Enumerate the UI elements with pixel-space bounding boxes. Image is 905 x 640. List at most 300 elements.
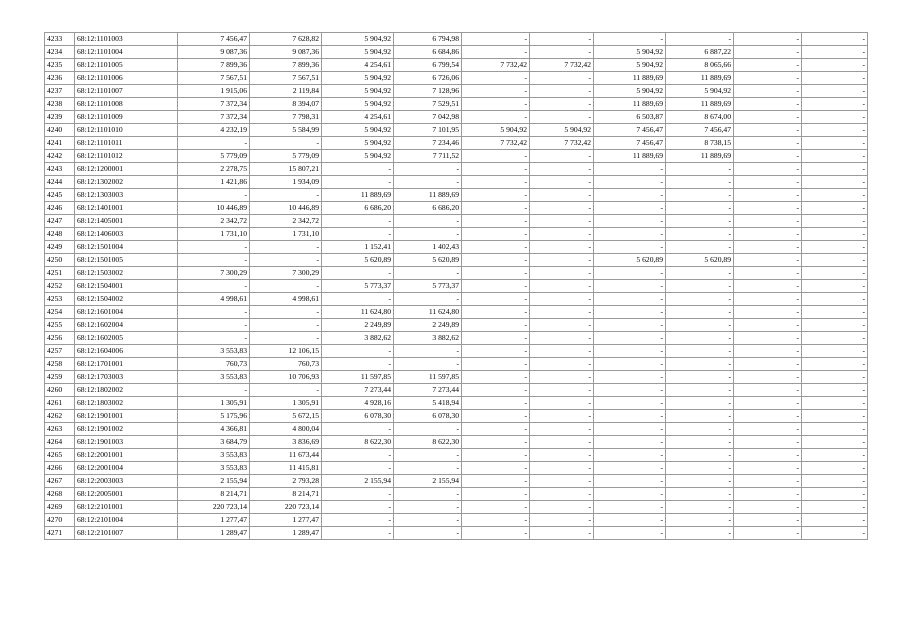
- value-cell: -: [530, 423, 594, 436]
- value-cell: -: [462, 332, 530, 345]
- cadastral-code-cell: 68:12:2101001: [75, 501, 178, 514]
- value-cell: 7 567,51: [250, 72, 322, 85]
- value-cell: 2 155,94: [394, 475, 462, 488]
- value-cell: -: [594, 371, 666, 384]
- value-cell: 5 904,92: [666, 85, 734, 98]
- value-cell: -: [666, 436, 734, 449]
- table-row: [45, 267, 868, 280]
- cadastral-code-cell: 68:12:2001004: [75, 462, 178, 475]
- value-cell: -: [734, 46, 802, 59]
- cadastral-code-cell: 68:12:1302002: [75, 176, 178, 189]
- value-cell: -: [322, 228, 394, 241]
- value-cell: 4 254,61: [322, 111, 394, 124]
- value-cell: -: [462, 371, 530, 384]
- value-cell: -: [734, 267, 802, 280]
- row-number-cell: 4237: [45, 85, 75, 98]
- value-cell: -: [734, 228, 802, 241]
- value-cell: 1 305,91: [250, 397, 322, 410]
- row-number-cell: 4246: [45, 202, 75, 215]
- value-cell: 1 277,47: [178, 514, 250, 527]
- value-cell: -: [594, 501, 666, 514]
- value-cell: 1 731,10: [250, 228, 322, 241]
- table-row: [45, 163, 868, 176]
- value-cell: 8 738,15: [666, 137, 734, 150]
- value-cell: 1 934,09: [250, 176, 322, 189]
- value-cell: -: [802, 111, 868, 124]
- value-cell: 1 402,43: [394, 241, 462, 254]
- row-number-cell: 4271: [45, 527, 75, 540]
- value-cell: -: [462, 189, 530, 202]
- cadastral-code-cell: 68:12:1405001: [75, 215, 178, 228]
- value-cell: 7 732,42: [530, 59, 594, 72]
- value-cell: 11 673,44: [250, 449, 322, 462]
- value-cell: -: [530, 358, 594, 371]
- value-cell: 7 732,42: [530, 137, 594, 150]
- table-row: [45, 150, 868, 163]
- table-row: [45, 111, 868, 124]
- value-cell: -: [802, 280, 868, 293]
- value-cell: -: [594, 384, 666, 397]
- value-cell: -: [666, 384, 734, 397]
- value-cell: -: [394, 358, 462, 371]
- cadastral-code-cell: 68:12:1101006: [75, 72, 178, 85]
- value-cell: -: [250, 241, 322, 254]
- value-cell: -: [462, 267, 530, 280]
- value-cell: 15 807,21: [250, 163, 322, 176]
- value-cell: 4 998,61: [178, 293, 250, 306]
- value-cell: 3 684,79: [178, 436, 250, 449]
- value-cell: -: [802, 384, 868, 397]
- cadastral-code-cell: 68:12:1101007: [75, 85, 178, 98]
- row-number-cell: 4239: [45, 111, 75, 124]
- table-row: [45, 423, 868, 436]
- value-cell: 7 101,95: [394, 124, 462, 137]
- value-cell: -: [734, 514, 802, 527]
- value-cell: -: [462, 241, 530, 254]
- value-cell: 760,73: [250, 358, 322, 371]
- value-cell: -: [530, 410, 594, 423]
- value-cell: 6 799,54: [394, 59, 462, 72]
- value-cell: 5 904,92: [322, 85, 394, 98]
- row-number-cell: 4266: [45, 462, 75, 475]
- value-cell: 10 706,93: [250, 371, 322, 384]
- value-cell: -: [462, 254, 530, 267]
- value-cell: 3 882,62: [322, 332, 394, 345]
- row-number-cell: 4242: [45, 150, 75, 163]
- value-cell: -: [802, 150, 868, 163]
- cadastral-code-cell: 68:12:1701001: [75, 358, 178, 371]
- cadastral-code-cell: 68:12:1504002: [75, 293, 178, 306]
- value-cell: -: [530, 33, 594, 46]
- value-cell: -: [594, 33, 666, 46]
- value-cell: 2 342,72: [178, 215, 250, 228]
- value-cell: 3 553,83: [178, 371, 250, 384]
- value-cell: 10 446,89: [250, 202, 322, 215]
- value-cell: -: [530, 475, 594, 488]
- value-cell: -: [530, 72, 594, 85]
- value-cell: 10 446,89: [178, 202, 250, 215]
- table-row: [45, 371, 868, 384]
- value-cell: 4 998,61: [250, 293, 322, 306]
- value-cell: 3 882,62: [394, 332, 462, 345]
- value-cell: -: [394, 215, 462, 228]
- value-cell: 7 234,46: [394, 137, 462, 150]
- value-cell: -: [462, 150, 530, 163]
- value-cell: -: [802, 501, 868, 514]
- cadastral-code-cell: 68:12:1101012: [75, 150, 178, 163]
- table-row: [45, 189, 868, 202]
- value-cell: -: [394, 423, 462, 436]
- value-cell: 11 889,69: [666, 98, 734, 111]
- row-number-cell: 4268: [45, 488, 75, 501]
- value-cell: -: [734, 306, 802, 319]
- value-cell: -: [462, 319, 530, 332]
- value-cell: 1 421,86: [178, 176, 250, 189]
- value-cell: 7 042,98: [394, 111, 462, 124]
- cadastral-code-cell: 68:12:1101004: [75, 46, 178, 59]
- value-cell: 7 899,36: [178, 59, 250, 72]
- row-number-cell: 4243: [45, 163, 75, 176]
- value-cell: 2 155,94: [178, 475, 250, 488]
- cadastral-code-cell: 68:12:1601004: [75, 306, 178, 319]
- value-cell: -: [734, 436, 802, 449]
- value-cell: -: [250, 137, 322, 150]
- value-cell: 8 674,00: [666, 111, 734, 124]
- row-number-cell: 4234: [45, 46, 75, 59]
- value-cell: -: [530, 306, 594, 319]
- cadastral-code-cell: 68:12:1303003: [75, 189, 178, 202]
- row-number-cell: 4269: [45, 501, 75, 514]
- value-cell: -: [462, 501, 530, 514]
- value-cell: -: [734, 111, 802, 124]
- value-cell: -: [462, 449, 530, 462]
- table-row: [45, 514, 868, 527]
- value-cell: -: [666, 462, 734, 475]
- value-cell: -: [802, 514, 868, 527]
- value-cell: -: [462, 33, 530, 46]
- row-number-cell: 4251: [45, 267, 75, 280]
- value-cell: 5 620,89: [594, 254, 666, 267]
- value-cell: 7 732,42: [462, 137, 530, 150]
- table-row: [45, 397, 868, 410]
- cadastral-code-cell: 68:12:1604006: [75, 345, 178, 358]
- value-cell: 5 904,92: [594, 59, 666, 72]
- value-cell: -: [802, 332, 868, 345]
- value-cell: -: [462, 85, 530, 98]
- row-number-cell: 4236: [45, 72, 75, 85]
- value-cell: -: [530, 202, 594, 215]
- value-cell: 11 624,80: [322, 306, 394, 319]
- value-cell: -: [734, 59, 802, 72]
- value-cell: 7 456,47: [594, 137, 666, 150]
- value-cell: -: [734, 293, 802, 306]
- value-cell: -: [734, 488, 802, 501]
- value-cell: 11 889,69: [666, 72, 734, 85]
- value-cell: 5 584,99: [250, 124, 322, 137]
- value-cell: -: [594, 436, 666, 449]
- cadastral-code-cell: 68:12:1901002: [75, 423, 178, 436]
- value-cell: -: [734, 319, 802, 332]
- value-cell: -: [530, 371, 594, 384]
- value-cell: 1 152,41: [322, 241, 394, 254]
- value-cell: -: [178, 254, 250, 267]
- row-number-cell: 4238: [45, 98, 75, 111]
- value-cell: -: [594, 319, 666, 332]
- value-cell: 7 372,34: [178, 111, 250, 124]
- value-cell: -: [666, 267, 734, 280]
- value-cell: -: [462, 475, 530, 488]
- value-cell: -: [734, 124, 802, 137]
- table-row: [45, 475, 868, 488]
- value-cell: -: [802, 124, 868, 137]
- value-cell: -: [530, 189, 594, 202]
- table-row: [45, 254, 868, 267]
- cadastral-code-cell: 68:12:1406003: [75, 228, 178, 241]
- value-cell: -: [594, 397, 666, 410]
- value-cell: -: [178, 241, 250, 254]
- value-cell: -: [802, 59, 868, 72]
- row-number-cell: 4261: [45, 397, 75, 410]
- value-cell: -: [462, 358, 530, 371]
- value-cell: 5 620,89: [394, 254, 462, 267]
- cadastral-code-cell: 68:12:2003003: [75, 475, 178, 488]
- value-cell: -: [530, 241, 594, 254]
- value-cell: -: [530, 267, 594, 280]
- value-cell: -: [530, 163, 594, 176]
- table-row: [45, 319, 868, 332]
- value-cell: -: [734, 202, 802, 215]
- value-cell: -: [802, 358, 868, 371]
- row-number-cell: 4259: [45, 371, 75, 384]
- table-row: [45, 436, 868, 449]
- value-cell: -: [802, 410, 868, 423]
- value-cell: 8 065,66: [666, 59, 734, 72]
- value-cell: -: [594, 410, 666, 423]
- value-cell: -: [666, 397, 734, 410]
- value-cell: 4 254,61: [322, 59, 394, 72]
- value-cell: -: [594, 228, 666, 241]
- table-row: [45, 384, 868, 397]
- value-cell: -: [462, 397, 530, 410]
- table-row: [45, 46, 868, 59]
- value-cell: -: [530, 215, 594, 228]
- value-cell: -: [666, 345, 734, 358]
- table-row: [45, 98, 868, 111]
- value-cell: 11 597,85: [394, 371, 462, 384]
- value-cell: -: [250, 189, 322, 202]
- value-cell: -: [734, 501, 802, 514]
- value-cell: -: [802, 85, 868, 98]
- value-cell: -: [530, 462, 594, 475]
- value-cell: 6 503,87: [594, 111, 666, 124]
- value-cell: -: [594, 267, 666, 280]
- cadastral-code-cell: 68:12:1101009: [75, 111, 178, 124]
- value-cell: -: [594, 163, 666, 176]
- value-cell: 8 214,71: [178, 488, 250, 501]
- value-cell: -: [462, 488, 530, 501]
- value-cell: 1 731,10: [178, 228, 250, 241]
- value-cell: -: [394, 501, 462, 514]
- value-cell: -: [530, 150, 594, 163]
- value-cell: -: [322, 163, 394, 176]
- cadastral-code-cell: 68:12:1602005: [75, 332, 178, 345]
- value-cell: -: [666, 202, 734, 215]
- row-number-cell: 4247: [45, 215, 75, 228]
- value-cell: 7 711,52: [394, 150, 462, 163]
- value-cell: -: [734, 150, 802, 163]
- value-cell: -: [462, 306, 530, 319]
- value-cell: -: [734, 345, 802, 358]
- value-cell: 4 928,16: [322, 397, 394, 410]
- value-cell: 9 087,36: [178, 46, 250, 59]
- value-cell: -: [594, 293, 666, 306]
- value-cell: -: [802, 475, 868, 488]
- value-cell: -: [178, 384, 250, 397]
- value-cell: -: [802, 137, 868, 150]
- value-cell: 5 904,92: [594, 85, 666, 98]
- value-cell: -: [802, 215, 868, 228]
- table-row: [45, 488, 868, 501]
- value-cell: -: [734, 72, 802, 85]
- value-cell: -: [802, 202, 868, 215]
- value-cell: -: [394, 293, 462, 306]
- value-cell: 11 597,85: [322, 371, 394, 384]
- value-cell: 7 128,96: [394, 85, 462, 98]
- value-cell: -: [462, 228, 530, 241]
- value-cell: -: [802, 488, 868, 501]
- value-cell: 4 800,04: [250, 423, 322, 436]
- value-cell: 5 904,92: [322, 124, 394, 137]
- value-cell: -: [462, 176, 530, 189]
- value-cell: -: [666, 176, 734, 189]
- value-cell: 2 155,94: [322, 475, 394, 488]
- table-row: [45, 449, 868, 462]
- row-number-cell: 4255: [45, 319, 75, 332]
- row-number-cell: 4240: [45, 124, 75, 137]
- value-cell: -: [734, 241, 802, 254]
- row-number-cell: 4264: [45, 436, 75, 449]
- value-cell: -: [462, 436, 530, 449]
- value-cell: -: [594, 423, 666, 436]
- value-cell: -: [530, 98, 594, 111]
- value-cell: -: [802, 176, 868, 189]
- value-cell: -: [802, 98, 868, 111]
- value-cell: -: [462, 111, 530, 124]
- value-cell: -: [734, 371, 802, 384]
- value-cell: 5 904,92: [594, 46, 666, 59]
- value-cell: -: [666, 306, 734, 319]
- value-cell: -: [322, 293, 394, 306]
- value-cell: -: [530, 488, 594, 501]
- value-cell: -: [666, 33, 734, 46]
- value-cell: 760,73: [178, 358, 250, 371]
- value-cell: -: [178, 319, 250, 332]
- value-cell: 6 794,98: [394, 33, 462, 46]
- row-number-cell: 4265: [45, 449, 75, 462]
- value-cell: 7 456,47: [666, 124, 734, 137]
- value-cell: 6 684,86: [394, 46, 462, 59]
- value-cell: -: [462, 527, 530, 540]
- cadastral-code-cell: 68:12:1101010: [75, 124, 178, 137]
- value-cell: -: [666, 215, 734, 228]
- value-cell: 11 889,69: [594, 72, 666, 85]
- value-cell: -: [594, 306, 666, 319]
- value-cell: -: [394, 449, 462, 462]
- value-cell: -: [734, 423, 802, 436]
- value-cell: -: [530, 332, 594, 345]
- value-cell: -: [462, 345, 530, 358]
- value-cell: 220 723,14: [178, 501, 250, 514]
- value-cell: -: [594, 488, 666, 501]
- row-number-cell: 4248: [45, 228, 75, 241]
- value-cell: -: [394, 267, 462, 280]
- value-cell: 5 904,92: [462, 124, 530, 137]
- value-cell: -: [666, 410, 734, 423]
- value-cell: 5 904,92: [322, 137, 394, 150]
- cadastral-code-cell: 68:12:1802002: [75, 384, 178, 397]
- value-cell: -: [394, 488, 462, 501]
- table-row: [45, 137, 868, 150]
- table-row: [45, 215, 868, 228]
- cadastral-code-cell: 68:12:1101011: [75, 137, 178, 150]
- row-number-cell: 4233: [45, 33, 75, 46]
- value-cell: -: [802, 241, 868, 254]
- value-cell: -: [802, 449, 868, 462]
- value-cell: -: [178, 280, 250, 293]
- value-cell: -: [322, 423, 394, 436]
- value-cell: 7 300,29: [250, 267, 322, 280]
- table-row: [45, 33, 868, 46]
- value-cell: -: [530, 228, 594, 241]
- table-row: [45, 306, 868, 319]
- table-body: [45, 33, 868, 540]
- value-cell: 2 249,89: [394, 319, 462, 332]
- value-cell: -: [250, 306, 322, 319]
- value-cell: 7 567,51: [178, 72, 250, 85]
- table-row: [45, 124, 868, 137]
- value-cell: -: [666, 163, 734, 176]
- value-cell: 7 529,51: [394, 98, 462, 111]
- value-cell: -: [530, 85, 594, 98]
- value-cell: -: [530, 280, 594, 293]
- value-cell: -: [666, 423, 734, 436]
- value-cell: -: [734, 215, 802, 228]
- value-cell: -: [594, 345, 666, 358]
- value-cell: -: [734, 85, 802, 98]
- value-cell: 6 686,20: [322, 202, 394, 215]
- value-cell: 11 889,69: [394, 189, 462, 202]
- value-cell: 2 119,84: [250, 85, 322, 98]
- value-cell: 5 904,92: [322, 33, 394, 46]
- value-cell: -: [802, 319, 868, 332]
- value-cell: -: [734, 397, 802, 410]
- value-cell: -: [734, 33, 802, 46]
- value-cell: -: [178, 137, 250, 150]
- cadastral-code-cell: 68:12:1501004: [75, 241, 178, 254]
- value-cell: -: [802, 527, 868, 540]
- row-number-cell: 4249: [45, 241, 75, 254]
- value-cell: -: [666, 332, 734, 345]
- value-cell: 220 723,14: [250, 501, 322, 514]
- value-cell: -: [530, 384, 594, 397]
- value-cell: 7 456,47: [178, 33, 250, 46]
- value-cell: 5 904,92: [322, 98, 394, 111]
- row-number-cell: 4258: [45, 358, 75, 371]
- value-cell: -: [178, 306, 250, 319]
- value-cell: 11 415,81: [250, 462, 322, 475]
- value-cell: -: [530, 436, 594, 449]
- table-row: [45, 293, 868, 306]
